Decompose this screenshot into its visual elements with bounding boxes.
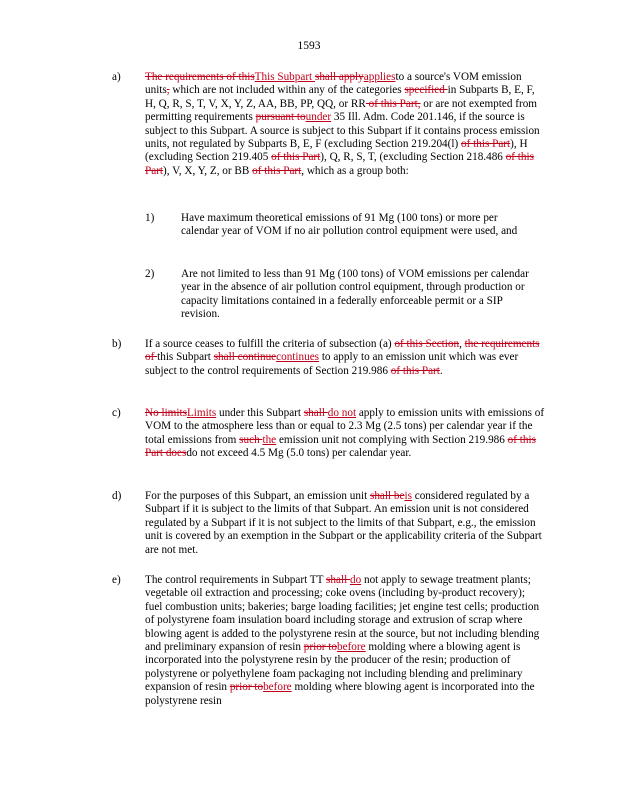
text-run: this Subpart [157, 351, 214, 364]
text-run: molding where a blowing agent is incorporated into the polystyrene resin by the producer of the resin; production of polystyrene or polyethylene foam packaging not including blending and preliminary expansion of resin [145, 641, 523, 694]
deleted-text: of this Part does [145, 433, 536, 460]
section-a-item-1-label: 1) [145, 212, 155, 224]
deleted-text: of this Part [461, 138, 511, 151]
text-run: ), V, X, Y, Z, or BB [163, 164, 253, 177]
section-d-label: d) [112, 490, 122, 502]
inserted-text: the [262, 433, 277, 446]
text-run: If a source ceases to fulfill the criteria of subsection (a) [145, 338, 395, 350]
section-a-item-2-label: 2) [145, 268, 155, 280]
inserted-text: under [305, 111, 332, 124]
section-d-text [145, 490, 545, 557]
deleted-text: prior to [303, 641, 338, 654]
text-run: , [459, 338, 465, 350]
text-run: molding where blowing agent is incorporated into the polystyrene resin [145, 681, 535, 707]
inserted-text: applies [363, 71, 396, 83]
section-a-item-1-text: Have maximum theoretical emissions of 91 Mg (100 tons) or more per calendar year of VOM if no air pollution control equipment were used, and [181, 212, 518, 238]
deleted-text: The requirements of this [145, 71, 255, 83]
deleted-text: prior to [229, 681, 264, 694]
deleted-text: shall be [369, 490, 405, 502]
text-run: under this Subpart [216, 407, 304, 419]
deleted-text: shall [303, 407, 328, 419]
deleted-text: , [166, 84, 170, 97]
deleted-text: of this Section [394, 338, 460, 350]
deleted-text: of this Part, [365, 97, 421, 110]
deleted-text: such [239, 433, 263, 446]
text-run: . [439, 364, 443, 377]
section-b-text [145, 338, 545, 378]
deleted-text: specified [404, 84, 448, 97]
deleted-text: of this Part [252, 164, 302, 177]
section-b-label: b) [112, 338, 122, 350]
section-a-label: a) [112, 71, 121, 83]
text-run: considered regulated by a Subpart if it is subject to the limits of that Subpart. An emission unit is not considered regulated by a Subpart if it is not subject to the limits of that Subpart, e.g., the emission unit is covered by an exemption in the Subpart or the applicability criteria of the Subpart are not met. [145, 490, 542, 556]
inserted-text: continues [276, 351, 320, 364]
inserted-text: is [404, 490, 412, 502]
text-run: emission unit not complying with Section 219.986 [276, 433, 508, 446]
section-a-item-2-text: Are not limited to less than 91 Mg (100 tons) of VOM emissions per calendar year in the absence of air pollution control equipment, through production or capacity limitations contained in a federally enforceable permit or a SIP revision. [181, 268, 529, 321]
section-e-text [145, 574, 545, 708]
inserted-text: do [349, 574, 362, 586]
text-run: ), Q, R, S, T, (excluding Section 218.486 [320, 151, 506, 164]
text-run: in Subparts B, E, F, H, Q, R, S, T, V, X, Y, Z, AA, BB, PP, QQ, or RR [145, 84, 535, 110]
text-run: For the purposes of this Subpart, an emission unit [145, 490, 370, 502]
page-number: 1593 [297, 40, 321, 52]
deleted-text: No limits [145, 407, 187, 419]
deleted-text: pursuant to [255, 111, 306, 124]
section-c-label: c) [112, 407, 121, 419]
deleted-text: the requirements of [145, 338, 540, 364]
deleted-text: of this Part [390, 364, 440, 377]
text-run: , which as a group both: [301, 164, 409, 177]
inserted-text: This Subpart [254, 71, 315, 83]
deleted-text: shall apply [314, 71, 364, 83]
inserted-text: do not [327, 407, 357, 419]
inserted-text: before [263, 681, 292, 694]
text-run: to apply to an emission unit which was ever subject to the control requirements of Section 219.986 [145, 351, 519, 377]
text-run: ), H (excluding Section 219.405 [145, 138, 528, 164]
inserted-text: Limits [186, 407, 217, 419]
text-run: do not exceed 4.5 Mg (5.0 tons) per calendar year. [186, 447, 412, 460]
deleted-text: shall continue [213, 351, 277, 364]
section-c-text [145, 407, 545, 461]
text-run: which are not included within any of the categories [169, 84, 405, 97]
section-e-label: e) [112, 574, 121, 586]
text-run: not apply to sewage treatment plants; vegetable oil extraction and processing; coke ovens (including by-product recovery); fuel combustion units; bakeries; barge loading facilities; jet engine test cells; production of polystyrene foam insulation board including storage and extrusion of scrap where blowing agent is added to the polystyrene resin at the source, but not including blending and preliminary expansion of resin [145, 574, 540, 654]
inserted-text: before [337, 641, 366, 654]
deleted-text: of this Part [271, 151, 321, 164]
text-run: The control requirements in Subpart TT [145, 574, 327, 586]
text-run: to a source's VOM emission units [145, 71, 522, 97]
text-run: apply to emission units with emissions of VOM to the atmosphere less than or equal to 2.3 Mg (2.5 tons) per calendar year if the total emissions from [145, 407, 545, 446]
section-a-text [145, 71, 545, 178]
text-run: 35 Ill. Adm. Code 201.146, if the source is subject to this Subpart. A source is subject to this Subpart if it contains process emission units, not regulated by Subparts B, E, F (excluding Section 219.204(l) [145, 111, 540, 151]
deleted-text: shall [326, 574, 350, 586]
deleted-text: of this Part [145, 151, 534, 177]
text-run: or are not exempted from permitting requirements [145, 97, 537, 124]
